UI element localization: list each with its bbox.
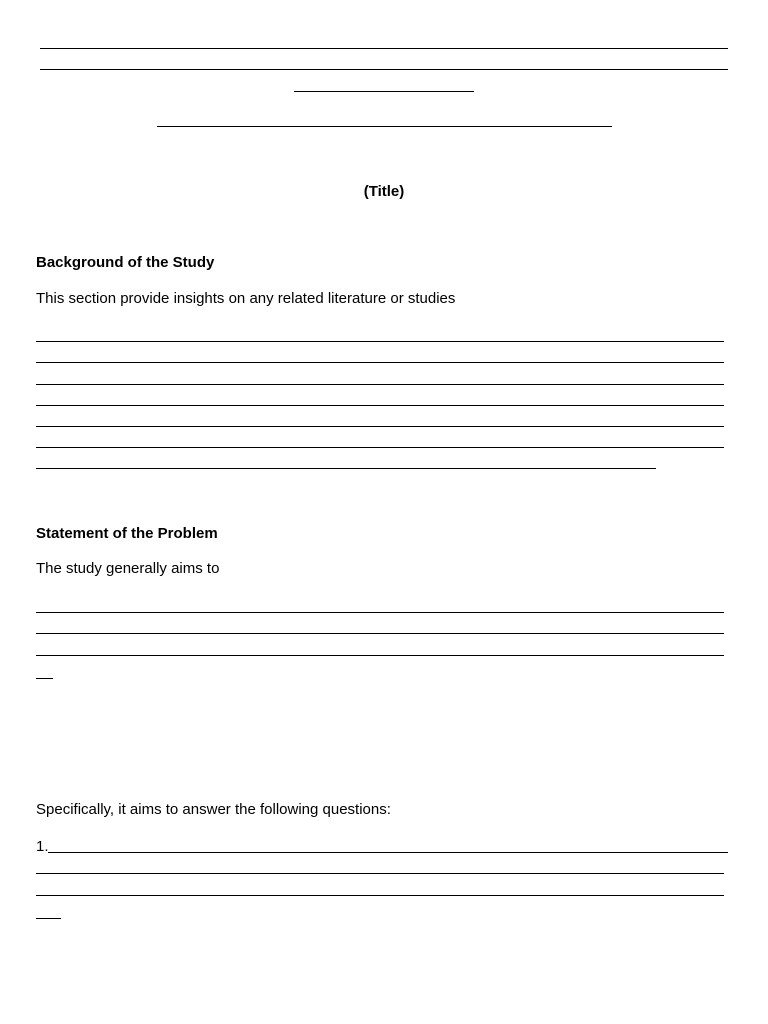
problem-blank-line-1 [36, 612, 724, 613]
background-blank-line-5 [36, 426, 724, 427]
question-1-blank-line-1 [48, 852, 728, 853]
problem-blank-line-4 [36, 678, 53, 679]
question-1-blank-line-2 [36, 873, 724, 874]
specific-questions-intro: Specifically, it aims to answer the following questions: [36, 801, 391, 818]
background-blank-line-3 [36, 384, 724, 385]
problem-blank-line-3 [36, 655, 724, 656]
question-1-number: 1. [36, 838, 49, 855]
problem-heading: Statement of the Problem [36, 525, 218, 542]
question-1-blank-line-4 [36, 918, 61, 919]
background-blank-line-2 [36, 362, 724, 363]
background-blank-line-7 [36, 468, 656, 469]
background-heading: Background of the Study [36, 254, 215, 271]
header-blank-line-1 [40, 48, 728, 49]
title-placeholder: (Title) [363, 183, 405, 200]
background-blank-line-4 [36, 405, 724, 406]
problem-blank-line-2 [36, 633, 724, 634]
background-blank-line-6 [36, 447, 724, 448]
question-1-blank-line-3 [36, 895, 724, 896]
header-blank-line-2 [40, 69, 728, 70]
header-blank-line-4 [157, 126, 612, 127]
background-intro: This section provide insights on any related literature or studies [36, 290, 456, 307]
background-blank-line-1 [36, 341, 724, 342]
problem-intro: The study generally aims to [36, 560, 220, 577]
header-blank-line-3 [294, 91, 474, 92]
